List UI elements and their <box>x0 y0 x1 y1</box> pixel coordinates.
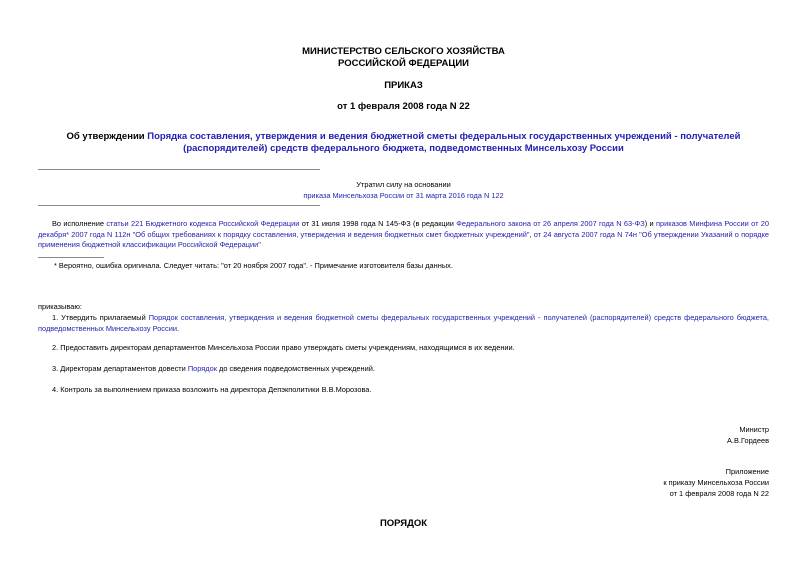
order-item-2: 2. Предоставить директорам департаментов Минсельхоза России право утверждать сметы учреждениям, находящимся в их ведении. <box>52 343 515 352</box>
preamble-text-3: ) и <box>644 219 656 228</box>
order-item-1-prefix: 1. Утвердить прилагаемый <box>52 313 149 322</box>
preamble-text-1: Во исполнение <box>52 219 107 228</box>
preamble-text-2: от 31 июля 1998 года N 145-ФЗ (в редакции <box>299 219 457 228</box>
order-item-3 <box>52 364 769 375</box>
title-prefix: Об утверждении <box>66 131 148 142</box>
order-item-4: 4. Контроль за выполнением приказа возложить на директора Депэкполитики В.В.Морозова. <box>52 385 372 394</box>
link-federal-law[interactable]: Федерального закона от 26 апреля 2007 года N 63-ФЗ <box>456 219 645 228</box>
footnote-text: * Вероятно, ошибка оригинала. Следует читать: "от 20 ноября 2007 года". - Примечание изготовителя базы данных. <box>54 261 453 270</box>
section-heading: ПОРЯДОК <box>379 518 428 529</box>
link-procedure[interactable]: Порядок <box>187 364 217 373</box>
document-date: от 1 февраля 2008 года N 22 <box>337 101 470 112</box>
order-item-1 <box>38 313 769 334</box>
signature-name: А.В.Гордеев <box>727 436 769 445</box>
document-type: ПРИКАЗ <box>384 80 423 91</box>
appendix-line-1: Приложение <box>725 467 769 476</box>
ministry-name-line2: РОССИЙСКОЙ ФЕДЕРАЦИИ <box>337 58 469 69</box>
footnote-divider <box>38 257 104 258</box>
signature-position: Министр <box>739 425 769 434</box>
order-item-1-suffix: . <box>176 323 180 333</box>
status-link[interactable]: приказа Минсельхоза России от 31 марта 2016 года N 122 <box>303 191 504 200</box>
link-order-procedure[interactable]: Порядок составления, утверждения и ведения бюджетной сметы федеральных государственных учреждений - получателей (распорядителей) средств федерального бюджета, подведомственных Минсельхозу России <box>38 313 769 333</box>
preamble-paragraph <box>38 219 769 251</box>
ministry-name-line1: МИНИСТЕРСТВО СЕЛЬСКОГО ХОЗЯЙСТВА <box>302 46 505 57</box>
link-budget-code-article[interactable]: статьи 221 Бюджетного кодекса Российской Федерации <box>106 219 300 228</box>
order-item-3-suffix: до сведения подведомственных учреждений. <box>216 364 375 373</box>
divider-status <box>38 205 320 206</box>
divider-top <box>38 169 320 170</box>
document-title <box>40 131 767 155</box>
appendix-line-3: от 1 февраля 2008 года N 22 <box>669 489 769 498</box>
title-link[interactable]: Порядка составления, утверждения и ведения бюджетной сметы федеральных государственных учреждений - получателей (распорядителей) средств федерального бюджета, подведомственных Минсельхозу России <box>147 131 741 154</box>
appendix-line-2: к приказу Минсельхоза России <box>663 478 769 487</box>
link-minfin-order-112n[interactable]: приказов Минфина России от 20 декабря* 2007 года N 112н "Об общих требованиях к порядку составления, утверждения и ведения бюджетных смет бюджетных учреждений" <box>38 219 770 239</box>
order-item-3-prefix: 3. Директорам департаментов довести <box>52 364 188 373</box>
link-minfin-order-74n[interactable]: от 24 августа 2007 года N 74н "Об утверждении Указаний о порядке применения бюджетной классификации Российской Федерации" <box>38 229 769 249</box>
status-text: Утратил силу на основании <box>356 180 451 189</box>
order-intro: приказываю: <box>38 302 82 311</box>
preamble-text-4: , <box>529 229 534 239</box>
